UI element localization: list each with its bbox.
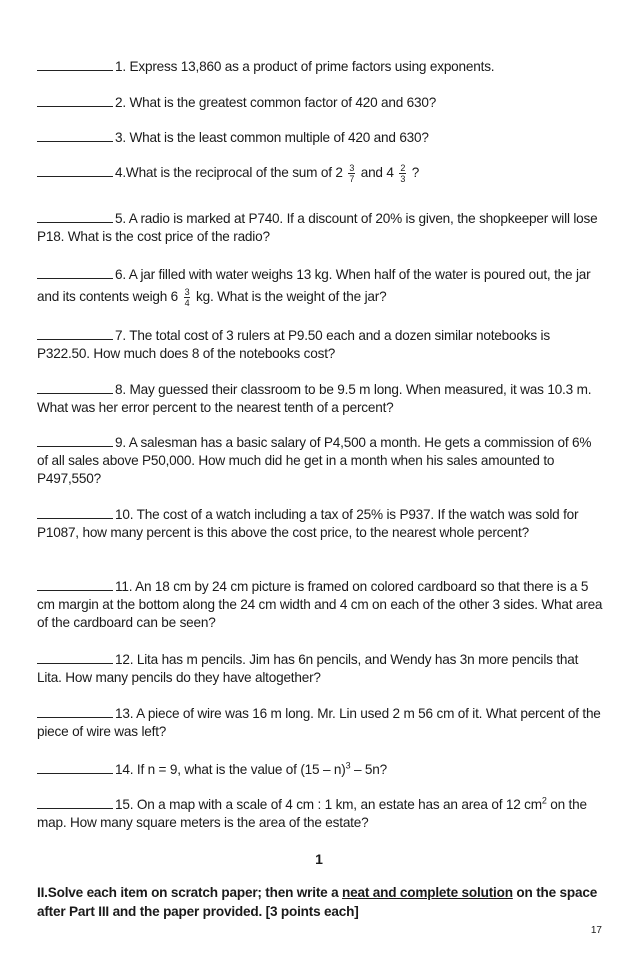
- answer-blank[interactable]: [37, 796, 113, 809]
- answer-blank[interactable]: [37, 381, 113, 394]
- answer-blank[interactable]: [37, 94, 113, 107]
- answer-blank[interactable]: [37, 58, 113, 71]
- question-1: 1. Express 13,860 as a product of prime factors using exponents.: [37, 58, 603, 76]
- answer-blank[interactable]: [37, 129, 113, 142]
- answer-blank[interactable]: [37, 705, 113, 718]
- question-8: 8. May guessed their classroom to be 9.5 m long. When measured, it was 10.3 m. What was her error percent to the nearest tenth of a percent?: [37, 382, 592, 415]
- question-7: 7. The total cost of 3 rulers at P9.50 each and a dozen similar notebooks is P322.50. How much does 8 of the notebooks cost?: [37, 328, 550, 361]
- question-14: 14. If n = 9, what is the value of (15 – n)$^3$ – 5n?: [37, 761, 603, 779]
- question-13: 13. A piece of wire was 16 m long. Mr. Lin used 2 m 56 cm of it. What percent of the piece of wire was left?: [37, 706, 601, 739]
- question-6: 6. A jar filled with water weighs 13 kg. When half of the water is poured out, the jar and its contents weigh 6 $\frac{3}{4}$ kg. What is the weight of the jar?: [37, 267, 591, 308]
- question-5: 5. A radio is marked at P740. If a discount of 20% is given, the shopkeeper will lose P18. What is the cost price of the radio?: [37, 211, 598, 244]
- underlined-phrase: neat and complete solution: [342, 885, 513, 900]
- question-4: 4.What is the reciprocal of the sum of 2 $\frac{3}{7}$ and 4 $\frac{2}{3}$ ?: [37, 163, 603, 184]
- fraction-3-4: $\frac{3}{4}$: [184, 286, 190, 308]
- answer-blank[interactable]: [37, 434, 113, 447]
- answer-blank[interactable]: [37, 506, 113, 519]
- page-number: 17: [590, 925, 602, 936]
- section-number: 1: [315, 851, 323, 867]
- question-2: 2. What is the greatest common factor of 420 and 630?: [37, 94, 603, 112]
- question-9: 9. A salesman has a basic salary of P4,500 a month. He gets a commission of 6% of all sales above P50,000. How much did he get in a month when his sales amounted to P497,550?: [37, 435, 592, 486]
- fraction-3-7: $\frac{3}{7}$: [349, 163, 355, 184]
- answer-blank[interactable]: [37, 210, 113, 223]
- fraction-2-3: $\frac{2}{3}$: [400, 163, 406, 184]
- answer-blank[interactable]: [37, 327, 113, 340]
- question-3: 3. What is the least common multiple of 420 and 630?: [37, 129, 603, 147]
- answer-blank[interactable]: [37, 651, 113, 664]
- part-2-instructions: II.Solve each item on scratch paper; then write a neat and complete solution on the space after Part III and the paper provided. [3 points each]: [37, 885, 598, 919]
- answer-blank[interactable]: [37, 578, 113, 591]
- question-11: 11. An 18 cm by 24 cm picture is framed on colored cardboard so that there is a 5 cm margin at the bottom along the 24 cm width and 4 cm on each of the other 3 sides. What area of the cardboard can be seen?: [37, 579, 603, 630]
- answer-blank[interactable]: [37, 164, 113, 177]
- answer-blank[interactable]: [37, 761, 113, 774]
- answer-blank[interactable]: [37, 266, 113, 279]
- question-15: 15. On a map with a scale of 4 cm : 1 km, an estate has an area of 12 $cm^2$ on the map. How many square meters is the area of the estate?: [37, 795, 587, 830]
- question-10: 10. The cost of a watch including a tax of 25% is P937. If the watch was sold for P1087, how many percent is this above the cost price, to the nearest whole percent?: [37, 507, 579, 540]
- question-12: 12. Lita has m pencils. Jim has 6n pencils, and Wendy has 3n more pencils that Lita. How many pencils do they have altogether?: [37, 652, 579, 685]
